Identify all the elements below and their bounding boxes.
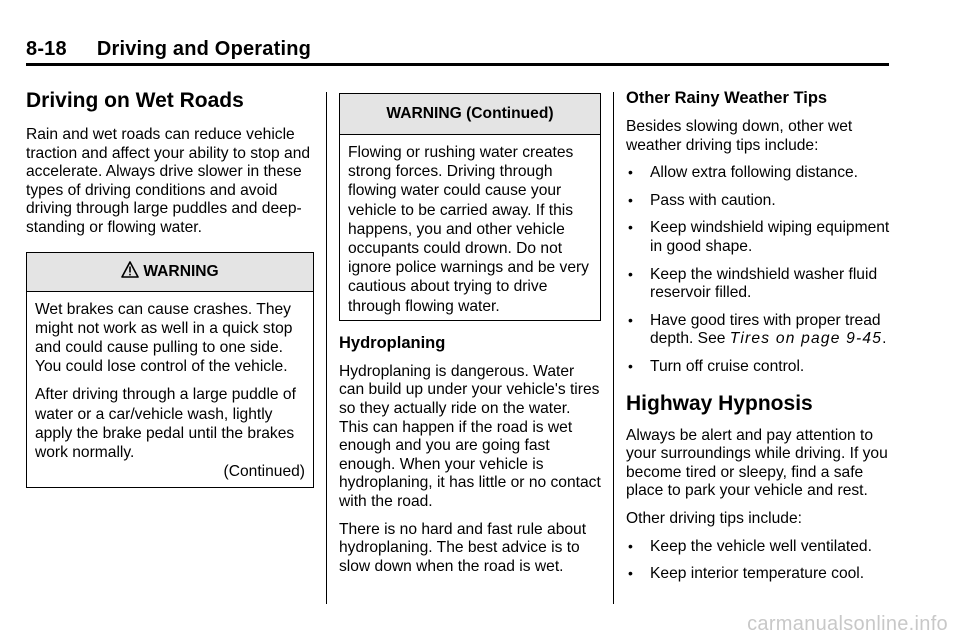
warning-title: WARNING	[143, 262, 219, 280]
wet-roads-intro: Rain and wet roads can reduce vehicle traction and affect your ability to stop and accelerate. Always drive slower in these types of driving conditions and avoid driving through large puddles and deep-standing or flowing water.	[26, 126, 311, 236]
column-2	[339, 93, 601, 585]
hypnosis-para-1: Always be alert and pay attention to your surroundings while driving. If you become tired or sleepy, find a safe place to park your vehicle and rest.	[626, 426, 888, 500]
tip-end: .	[882, 330, 887, 348]
rainy-tips-list	[626, 164, 894, 376]
list-item: • Keep the windshield washer fluid reservoir filled.	[626, 266, 894, 303]
hydroplaning-para-2: There is no hard and fast rule about hydroplaning. The best advice is to slow down when the road is wet.	[339, 520, 587, 575]
warning-continued-box	[339, 93, 601, 321]
header-rule	[26, 63, 889, 66]
warning-header	[27, 253, 313, 292]
tires-cross-reference[interactable]: Tires on page 9-45	[729, 330, 883, 348]
hydroplaning-para-1: Hydroplaning is dangerous. Water can build up under your vehicle's tires so they actually ride on the water. This can happen if the road is wet enough and you are going fast enough. When your vehicle is hydroplaning, it has little or no contact with the road.	[339, 362, 601, 510]
heading-hydroplaning: Hydroplaning	[339, 333, 446, 352]
page-number: 8-18	[26, 38, 67, 60]
tip-text: Have good tires with proper tread depth. See	[650, 311, 881, 348]
warning-continued-header: WARNING (Continued)	[340, 94, 600, 135]
continued-label: (Continued)	[223, 463, 305, 481]
list-item: • Pass with caution.	[626, 192, 894, 211]
list-item: • Keep windshield wiping equipment in good shape.	[626, 219, 894, 256]
warning-body	[27, 292, 313, 488]
list-item: • Keep the vehicle well ventilated.	[626, 538, 894, 557]
heading-rainy-tips: Other Rainy Weather Tips	[626, 89, 828, 107]
list-item: • Turn off cruise control.	[626, 358, 894, 377]
watermark: carmanualsonline.info	[747, 613, 948, 635]
column-3	[626, 88, 894, 593]
list-item: • Keep interior temperature cool.	[626, 565, 894, 584]
warning-continued-para: Flowing or rushing water creates strong forces. Driving through flowing water could cause your vehicle to be carried away. If this happens, you and other vehicle occupants could drown. Do not ignore police warnings and be very cautious about trying to drive through flowing water.	[348, 144, 589, 315]
hypnosis-para-2: Other driving tips include:	[626, 509, 802, 527]
page-header	[26, 38, 888, 61]
warning-triangle-icon	[121, 261, 139, 278]
column-divider-1	[326, 92, 327, 604]
column-1	[26, 88, 314, 488]
heading-wet-roads: Driving on Wet Roads	[26, 89, 244, 112]
rainy-tips-intro: Besides slowing down, other wet weather driving tips include:	[626, 118, 853, 154]
list-item	[626, 312, 894, 349]
warning-box	[26, 252, 314, 489]
heading-highway-hypnosis: Highway Hypnosis	[626, 391, 813, 415]
warning-continued-body	[340, 135, 600, 320]
hypnosis-tips-list	[626, 538, 894, 584]
section-title: Driving and Operating	[96, 38, 312, 60]
column-divider-2	[613, 92, 614, 604]
warning-para-1: Wet brakes can cause crashes. They might not work as well in a quick stop and could cause pulling to one side. You could lose control of the vehicle.	[35, 300, 293, 376]
warning-para-2: After driving through a large puddle of water or a car/vehicle wash, lightly apply the brake pedal until the brakes work normally.	[35, 386, 296, 461]
list-item: • Allow extra following distance.	[626, 164, 894, 183]
